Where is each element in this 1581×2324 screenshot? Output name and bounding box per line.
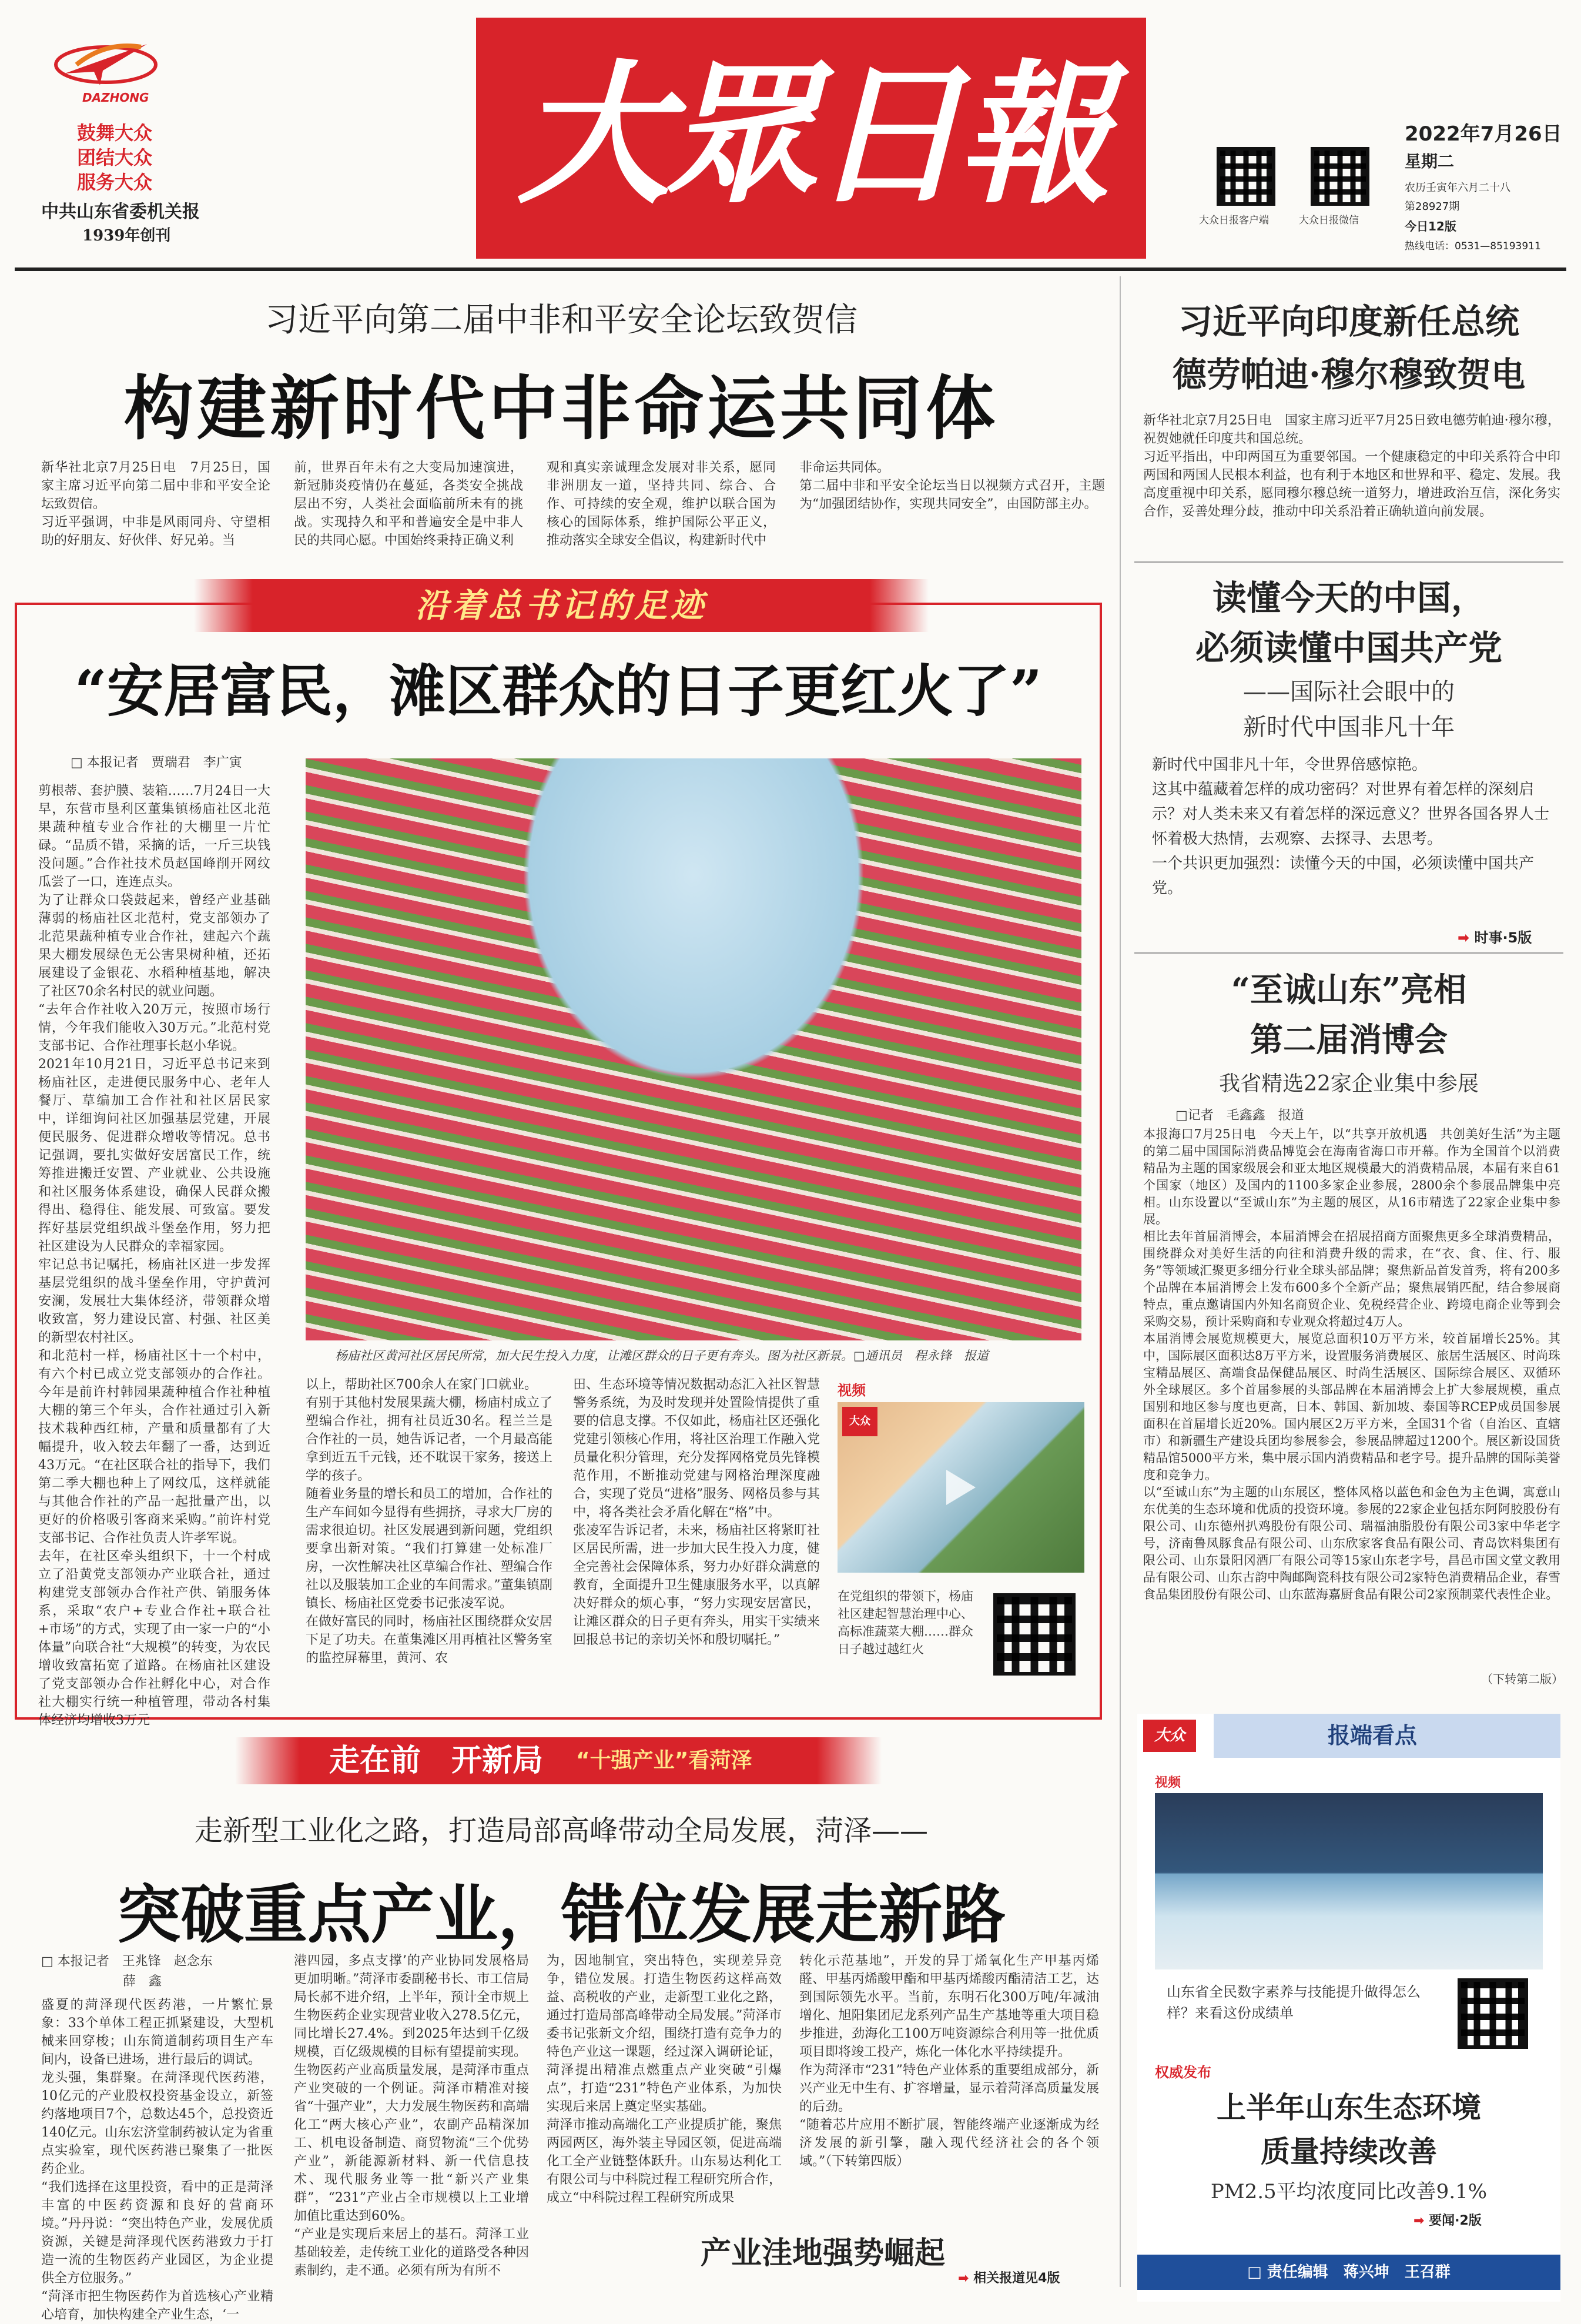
sidebar-release-sub: PM2.5平均浓度同比改善9.1% bbox=[1210, 2180, 1488, 2203]
india-headline-1: 习近平向印度新任总统 bbox=[1178, 302, 1519, 342]
party-body: 新时代中国非凡十年，令世界倍感惊艳。 这其中蕴藏着怎样的成功密码？对世界有着怎样的深刻启示？对人类未来又有着怎样的深远意义？世界各国各界人士怀着极大热情，去观察、去探寻、去思考。 一个共识更加强烈：读懂今天的中国，必须读懂中国共产党。 bbox=[1152, 756, 1550, 897]
video-caption: 在党组织的带领下，杨庙社区建起智慧治理中心、高标准蔬菜大棚……群众日子越过越红火 bbox=[838, 1589, 973, 1656]
sidebar-release-tag: 权威发布 bbox=[1155, 2064, 1211, 2081]
slogan: 鼓舞大众 bbox=[76, 122, 152, 144]
sidebar-release-head-1: 上半年山东生态环境 bbox=[1217, 2090, 1481, 2125]
date-block bbox=[1405, 118, 1569, 252]
footsteps-headline: “安居富民，滩区群众的日子更红火了” bbox=[74, 658, 1043, 724]
footsteps-banner-text: 沿着总书记的足迹 bbox=[416, 586, 707, 625]
editors-bar bbox=[1137, 2255, 1560, 2290]
heze-banner-tag: “十强产业”看菏泽 bbox=[576, 1748, 752, 1773]
arrow-right-icon: ➡ bbox=[958, 2271, 974, 2286]
sidebar-box bbox=[1137, 1714, 1560, 2302]
sidebar-video-caption: 山东省全民数字素养与技能提升做得怎么样？来看这份成绩单 bbox=[1167, 1984, 1421, 2021]
party-headline-1: 读懂今天的中国， bbox=[1212, 578, 1485, 618]
party-sub-2: 新时代中国非凡十年 bbox=[1243, 714, 1455, 741]
lead-col-2: 前，世界百年未有之大变局加速演进，新冠肺炎疫情仍在蔓延，各类安全挑战层出不穷，人类社会面临前所未有的挑战。实现持久和平和普遍安全是中非人民的共同心愿。中国始终秉持正确义利 bbox=[294, 460, 523, 548]
expo-headline-1: “至诚山东”亮相 bbox=[1231, 971, 1467, 1009]
play-icon[interactable] bbox=[946, 1470, 976, 1505]
kids-video-thumbnail[interactable] bbox=[838, 1402, 1084, 1573]
footsteps-col-1: 剪根蒂、套护膜、装箱……7月24日一大早，东营市垦利区董集镇杨庙社区北范果蔬种植专业合作社的大棚里一片忙碌。“品质不错，采摘的话，一斤三块钱没问题。”合作社技术员赵国峰削开网纹瓜尝了一口，连连点头。 为了让群众口袋鼓起来，曾经产业基础薄弱的杨庙社区北范村，党支部领办了北范果蔬种植专业合作社，建起六个蔬果大棚发展绿色无公害果树种植，还拓展建设了金银花、水稻种植基地，解决了社区70余名村民的就业问题。 “去年合作社收入20万元，按照市场行情，今年我们能收入30万元。”北范村党支部书记、合作社理事长赵小华说。 2021年10月21日，习近平总书记来到杨庙社区，走进便民服务中心、老年人餐厅、草编加工合作社和社区居民家中，详细询问社区加强基层党建，开展便民服务、促进群众增收等情况。总书记强调，要扎实做好安居富民工作，统筹推进搬迁安置、产业就业、公共设施和社区服务体系建设，确保人民群众搬得出、稳得住、能发展、可致富。要发挥好基层党组织战斗堡垒作用，努力把社区建设为人民群众的幸福家园。 牢记总书记嘱托，杨庙社区进一步发挥基层党组织的战斗堡垒作用，守护黄河安澜，发展壮大集体经济，带领群众增收致富，努力建设民富、村强、社区美的新型农村社区。 和北范村一样，杨庙社区十一个村中，有六个村已成立党支部领办的合作社。今年是前许村韩园果蔬种植合作社种植大棚的第三个年头，合作社通过引入新技术栽种西红柿，产量和质量都有了大幅提升，收入较去年翻了一番，达到近43万元。“在社区联合社的指导下，我们第二季大棚也种上了网纹瓜，这样就能与其他合作社的产品一起批量产出，以更好的价格吸引客商来采购。”前许村党支部书记、合作社负责人许孝军说。 去年，在社区牵头组织下，十一个村成立了沿黄党支部领办产业联合社，通过构建党支部领办合作社产供、销服务体系，采取“农户+专业合作社+联合社+市场”的方式，实现了由一家一户的“小体量”向联合社“大规模”的转变，为农民增收致富拓宽了道路。在杨庙社区建设了党支部领办合作社孵化中心，对合作社大棚实行统一种植管理，带动各村集体经济均增收3万元 bbox=[38, 784, 270, 1728]
photo-caption: 杨庙社区黄河社区居民所常，加大民生投入力度，让滩区群众的日子更有奔头。图为社区新景。□通讯员 程永锋 报道 bbox=[335, 1349, 989, 1363]
india-rule bbox=[1134, 561, 1563, 563]
lead-col-4: 非命运共同体。 第二届中非和平安全论坛当日以视频方式召开，主题为“加强团结协作，实现共同安全”，由国防部主办。 bbox=[799, 460, 1105, 511]
slogan: 服务大众 bbox=[76, 171, 152, 193]
party-sub-1: ——国际社会眼中的 bbox=[1243, 678, 1455, 705]
expo-sub: 我省精选22家企业集中参展 bbox=[1219, 1072, 1479, 1096]
paper-plane-logo-icon bbox=[53, 29, 159, 94]
slogan: 团结大众 bbox=[76, 146, 152, 169]
heze-col-4: 转化示范基地”，开发的异丁烯氧化生产甲基丙烯醛、甲基丙烯酸甲酯和甲基丙烯酸丙酯清洁工艺，达到国际领先水平。当前，东明石化300万吨/年减油增化、旭阳集团尼龙系列产品生产基地等重大项目稳步推进，劲海化工100万吨资源综合利用等一批优质项目即将竣工投产，炼化一体化水平持续提升。 作为菏泽市“231”特色产业体系的重要组成部分，新兴产业无中生有、扩容增量，显示着菏泽高质量发展的后劲。 “随着芯片应用不断扩展，智能终端产业逐渐成为经济发展的新引擎，融入现代经济社会的各个领域。”（下转第四版） bbox=[799, 1954, 1099, 2169]
heze-more-link[interactable] bbox=[958, 2268, 1060, 2286]
community-aerial-photo bbox=[306, 758, 1081, 1340]
sidebar-header bbox=[1137, 1714, 1560, 1758]
weekday: 星期二 bbox=[1405, 152, 1455, 171]
footsteps-col-2: 以上，帮助社区700余人在家门口就业。 有别于其他村发展果蔬大棚，杨庙村成立了塑编合作社，拥有社员近30名。程兰兰是合作社的一员，她告诉记者，一个月最高能拿到近五千元钱，还不耽误干家务，接送上学的孩子。 随着业务量的增长和员工的增加，合作社的生产车间如今显得有些拥挤，寻求大厂房的需求很迫切。社区发展遇到新问题，党组织要拿出新对策。“我们打算建一处标准厂房，一次性解决社区草编合作社、塑编合作社以及服装加工企业的车间需求。”董集镇副镇长、杨庙社区党委书记张凌军说。 在做好富民的同时，杨庙社区围绕群众安居下足了功夫。在董集滩区用再植社区警务室的监控屏幕里，黄河、农 bbox=[306, 1377, 552, 1666]
heze-banner-main: 走在前 开新局 bbox=[329, 1743, 544, 1778]
heze-col-1: 盛夏的菏泽现代医药港，一片繁忙景象：33个单体工程正抓紧建设，大型机械来回穿梭；山东简道制药项目生产车间内，设备已进场，进行最后的调试。 龙头强，集群聚。在菏泽现代医药港，10亿元的产业股权投资基金设立，新签约落地项目7个，总数达45个，总投资近140亿元。山东宏济堂制药被认定为省重点实验室，现代医药港已聚集了一批医药企业。 “我们选择在这里投资，看中的正是菏泽丰富的中医药资源和良好的营商环境。”丹丹说：“突出特色产业，发展优质资源，关键是菏泽现代医药港致力于打造一流的生物医药产业园区，为企业提供全方位服务。” “菏泽市把生物医药作为首选核心产业精心培育，加快构建全产业生态，‘一 bbox=[41, 1998, 273, 2322]
dazhong-logo bbox=[53, 29, 159, 106]
sidebar-qr-icon[interactable] bbox=[1458, 1978, 1528, 2049]
arrow-right-icon: ➡ bbox=[1458, 929, 1475, 946]
lunar: 农历壬寅年六月二十八 bbox=[1405, 182, 1510, 194]
square-icon: □ bbox=[1247, 2263, 1267, 2281]
date: 2022年7月26日 bbox=[1405, 122, 1562, 146]
india-body: 新华社北京7月25日电 国家主席习近平7月25日致电德劳帕迪·穆尔穆，祝贺她就任印度共和国总统。 习近平指出，中印两国互为重要邻国。一个健康稳定的中印关系符合中印两国和两国人民根本利益，也有利于本地区和世界和平、稳定、发展。我高度重视中印关系，愿同穆尔穆总统一道努力，增进政治互信，深化务实合作，妥善处理分歧，推动中印关系沿着正确轨道向前发展。 bbox=[1143, 413, 1560, 519]
heze-banner bbox=[235, 1737, 882, 1784]
party-more-label: 时事·5版 bbox=[1474, 929, 1532, 946]
sidebar-logo: 大众 bbox=[1143, 1720, 1196, 1752]
logo-brand-text: DAZHONG bbox=[82, 91, 149, 105]
masthead-divider bbox=[15, 267, 1566, 271]
editors-text: 责任编辑 蒋兴坤 王召群 bbox=[1267, 2263, 1451, 2281]
expo-byline: □记者 毛鑫鑫 报道 bbox=[1175, 1108, 1304, 1123]
lead-col-3: 观和真实亲诚理念发展对非关系，愿同非洲朋友一道，坚持共同、综合、合作、可持续的安全观，维护以联合国为核心的国际体系，维护国际公平正义，推动落实全球安全倡议，构建新时代中 bbox=[547, 460, 776, 548]
publisher: 中共山东省委机关报 bbox=[41, 202, 200, 222]
app-qr-icon[interactable] bbox=[1217, 147, 1275, 206]
column-divider bbox=[1120, 276, 1121, 2287]
heze-headline: 突破重点产业，错位发展走新路 bbox=[116, 1878, 1006, 1952]
heze-more-label: 相关报道见4版 bbox=[973, 2271, 1060, 2286]
heze-col-2: 港四园，多点支撑’的产业协同发展格局更加明晰。”菏泽市委副秘书长、市工信局局长郝不进介绍，上半年，预计全市规上生物医药企业实现营业收入278.5亿元，同比增长27.4%。到2025年达到千亿级规模，百亿级规模的目标有望提前实现。 生物医药产业高质量发展，是菏泽市重点产业突破的一个例证。菏泽市精准对接省“十强产业”，大力发展生物医药和高端化工“两大核心产业”，农副产品精深加工、机电设备制造、商贸物流“三个优势产业”，新能源新材料、新一代信息技术、现代服务业等一批“新兴产业集群”，“231”产业占全市规模以上工业增加值比重达到60%。 “产业是实现后来居上的基石。菏泽工业基础较差，走传统工业化的道路受各种因素制约，走不通。必须有所为有所不 bbox=[294, 1954, 529, 2278]
video-logo: 大众 bbox=[842, 1407, 877, 1436]
nameplate bbox=[476, 18, 1146, 259]
arrow-right-icon: ➡ bbox=[1413, 2213, 1429, 2228]
pages: 今日12版 bbox=[1405, 219, 1456, 233]
expo-body: 本报海口7月25日电 今天上午，以“共享开放机遇 共创美好生活”为主题的第二届中国国际消费品博览会在海南省海口市开幕。作为全国首个以消费精品为主题的国家级展会和亚太地区规模最大的消费精品展，本届有来自61个国家（地区）及国内的1100多家企业参展，2800余个参展品牌集中亮相。山东设置以“至诚山东”为主题的展区，从16市精选了22家企业集中参展。 相比去年首届消博会，本届消博会在招展招商方面聚焦更多全球消费精品，围绕群众对美好生活的向往和消费升级的需求，在“衣、食、住、行、服务”等领域汇聚更多细分行业全球头部品牌；聚焦新品首发首秀，将有200多个品牌在本届消博会上发布600多个全新产品；聚焦展销匹配，结合参展商特点，重点邀请国内外知名商贸企业、免税经营企业、跨境电商企业等到会采购交易，预计采购商和专业观众将超过4万人。 本届消博会展览规模更大，展览总面积10万平方米，较首届增长25%。其中，国际展区面积达8万平方米，设置服务消费展区、旅居生活展区、时尚珠宝精品展区、高端食品保健品展区、时尚生活展区、国际综合展区、双循环外全球展区。多个首届参展的头部品牌在本届消博会上扩大参展规模，重点国别和地区参与度也更高，日本、韩国、新加坡、泰国等RCEP成员国参展面积在首届增长近20%。国内展区2万平方米，全国31个省（自治区、直辖市）和新疆生产建设兵团均参展参会，参展品牌超过1200个。展区新设国货精品馆5000平方米，集中展示国内消费精品和老字号。提升品牌的国际美誉度和竞争力。 以“至诚山东”为主题的山东展区，整体风格以蓝色和金色为主色调，寓意山东优美的生态环境和优质的投资环境。参展的22家企业包括东阿阿胶股份有限公司、山东德州扒鸡股份有限公司、瑞福油脂股份有限公司3家中华老字号，济南鲁凤豚食品有限公司、山东欣家客食品有限公司、青岛饮料集团有限公司、山东景阳冈酒厂有限公司等15家山东老字号，昌邑市国文堂文教用品有限公司、山东古韵中陶邮陶瓷科技有限公司2家特色消费精品企业，春雪食品集团股份有限公司、山东蓝海嘉厨食品有限公司2家预制菜代表性企业。 bbox=[1143, 1127, 1560, 1601]
heze-col-3: 为，因地制宜，突出特色，实现差异竞争，错位发展。打造生物医药这样高效益、高税收的产业，走新型工业化之路，通过打造局部高峰带动全局发展。”菏泽市委书记张新文介绍，围绕打造有竞争力的特色产业这一课题，经过深入调研论证，菏泽提出精准点燃重点产业突破“引爆点”，打造“231”特色产业体系，为加快实现后来居上奠定坚实基础。 菏泽市推动高端化工产业提质扩能，聚焦两园两区，海外装主导园区领，促进高端化工全产业链整体跃升。山东易达利化工有限公司与中科院过程工程研究所合作，成立“中科院过程工程研究所成果 bbox=[547, 1954, 782, 2205]
heze-subhead: 产业洼地强势崛起 bbox=[700, 2235, 945, 2271]
digital-skills-video-thumbnail[interactable] bbox=[1155, 1793, 1543, 1969]
sidebar-release-head-2: 质量持续改善 bbox=[1261, 2134, 1437, 2169]
footsteps-byline: □ 本报记者 贾瑞君 李广寅 bbox=[71, 755, 242, 770]
expo-more: （下转第二版） bbox=[1481, 1672, 1563, 1686]
qr1-label: 大众日报客户端 bbox=[1199, 215, 1269, 226]
lead-col-1: 新华社北京7月25日电 7月25日，国家主席习近平向第二届中非和平安全论坛致贺信。 习近平强调，中非是风雨同舟、守望相助的好朋友、好伙伴、好兄弟。当 bbox=[41, 460, 270, 548]
footsteps-col-3: 田、生态环境等情况数据动态汇入社区智慧警务系统，为及时发现并处置险情提供了重要的信息支撑。不仅如此，杨庙社区还强化党建引领核心作用，将社区治理工作融入党员量化积分管理，充分发挥网格党员先锋模范作用，不断推动党建与网格治理深度融合，实现了党员“进格”服务、网格员参与其中，将各类社会矛盾化解在“格”中。 张凌军告诉记者，未来，杨庙社区将紧盯社区居民所需，进一步加大民生投入力度，健全完善社会保障体系，努力办好群众满意的教育，全面提升卫生健康服务水平，以真解决好群众的烦心事，“努力实现安居富民，让滩区群众的日子更有奔头，用实干实绩来回报总书记的亲切关怀和殷切嘱托。” bbox=[573, 1377, 820, 1647]
footsteps-banner bbox=[194, 579, 929, 632]
hotline: 热线电话：0531—85193911 bbox=[1405, 240, 1541, 252]
sidebar-release-more[interactable] bbox=[1413, 2211, 1482, 2229]
wechat-qr-icon[interactable] bbox=[1311, 147, 1369, 206]
heze-byline: □ 本报记者 王兆锋 赵念东 薛 鑫 bbox=[41, 1954, 213, 1989]
slogans bbox=[47, 121, 182, 195]
paper-title: 大眾日報 bbox=[517, 45, 1105, 225]
heze-kicker: 走新型工业化之路，打造局部高峰带动全局发展，菏泽—— bbox=[194, 1814, 928, 1847]
founded: 1939年创刊 bbox=[82, 227, 171, 245]
india-headline-2: 德劳帕迪·穆尔穆致贺电 bbox=[1172, 355, 1526, 394]
qr2-label: 大众日报微信 bbox=[1299, 215, 1359, 226]
lead-kicker: 习近平向第二届中非和平安全论坛致贺信 bbox=[265, 301, 858, 339]
party-headline-2: 必须读懂中国共产党 bbox=[1195, 628, 1502, 668]
sidebar-video-tag: 视频 bbox=[1155, 1775, 1181, 1790]
masthead bbox=[0, 0, 1581, 276]
lead-headline: 构建新时代中非命运共同体 bbox=[123, 367, 999, 449]
sidebar-release-more-label: 要闻·2版 bbox=[1429, 2213, 1482, 2228]
video-tag: 视频 bbox=[838, 1382, 866, 1399]
expo-headline-2: 第二届消博会 bbox=[1250, 1021, 1448, 1059]
party-more-link[interactable] bbox=[1458, 926, 1532, 947]
issue: 第28927期 bbox=[1405, 200, 1460, 213]
video-qr-icon[interactable] bbox=[993, 1593, 1076, 1676]
sidebar-title: 报端看点 bbox=[1327, 1723, 1417, 1748]
party-rule bbox=[1134, 952, 1563, 954]
